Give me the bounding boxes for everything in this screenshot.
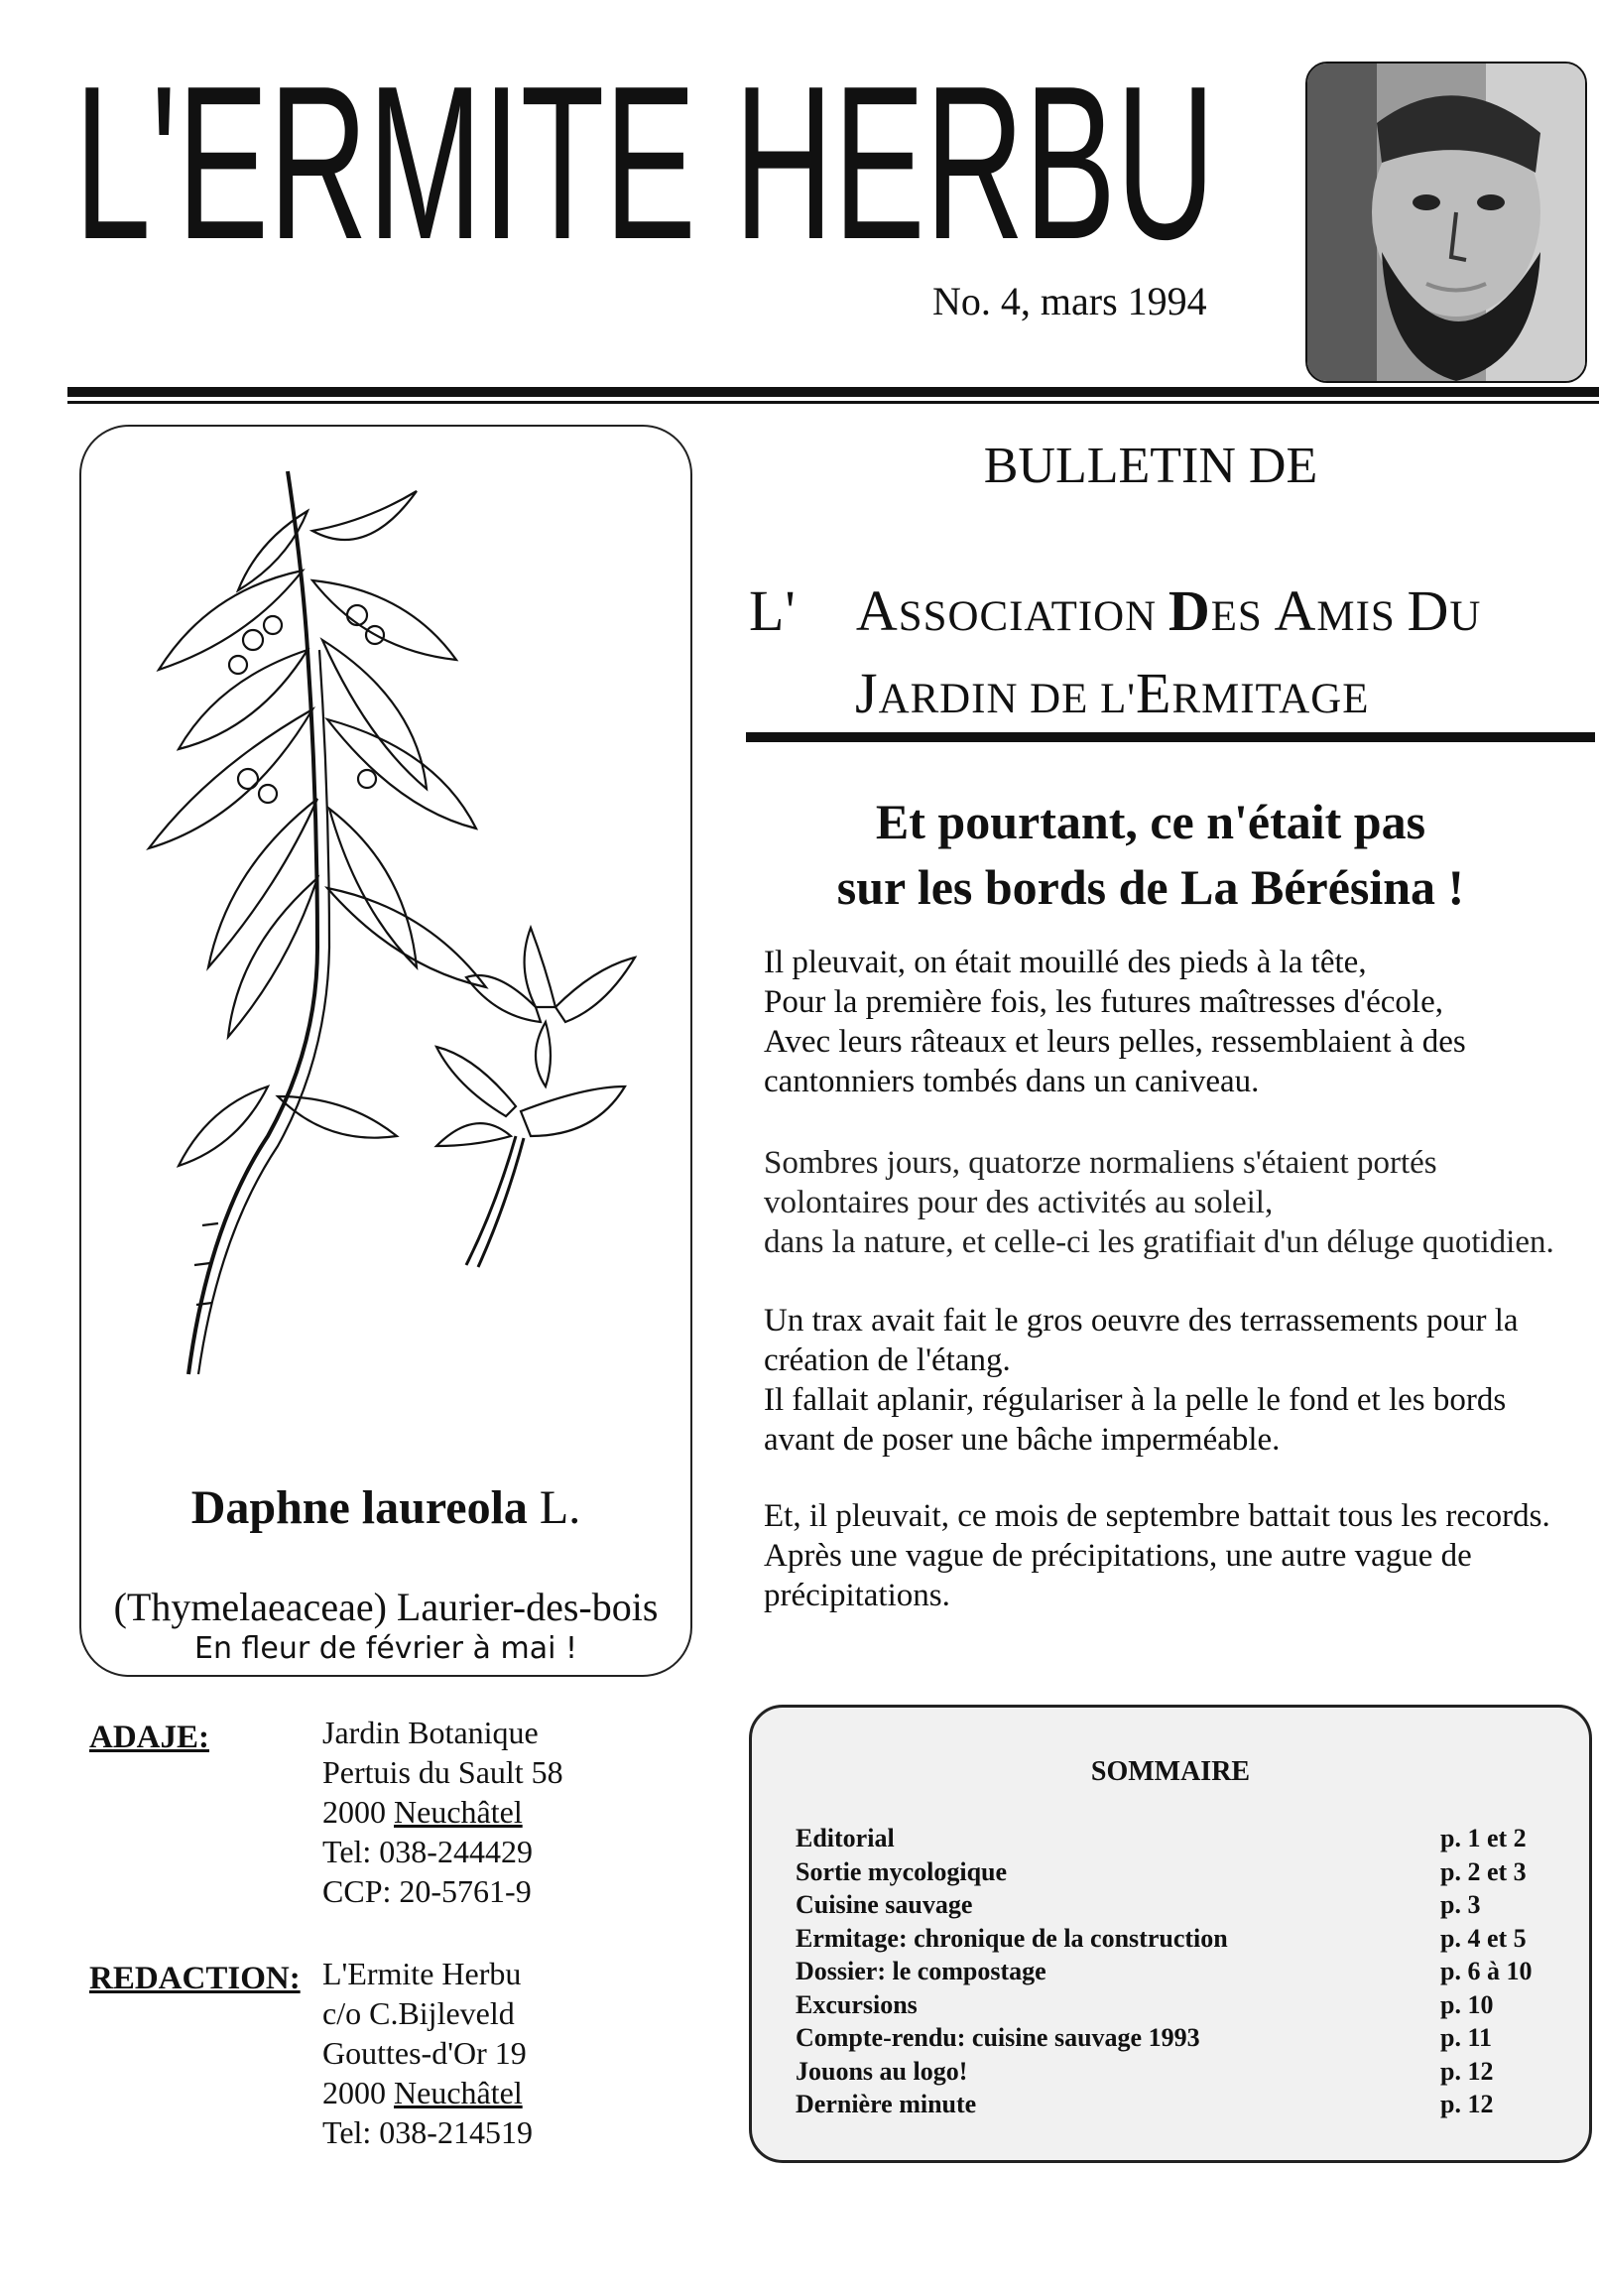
address-line: L'Ermite Herbu <box>322 1956 522 1991</box>
assoc-cap: A <box>855 578 899 643</box>
issue-number: No. 4, mars 1994 <box>932 279 1207 323</box>
toc-label: Cuisine sauvage <box>796 1890 973 1919</box>
adaje-address <box>322 1713 563 1911</box>
address-line: Jardin Botanique <box>322 1715 539 1750</box>
assoc-rest: MIS <box>1316 593 1408 640</box>
toc-page: p. 12 <box>1440 2056 1494 2086</box>
editor-portrait-photo <box>1305 62 1587 383</box>
address-line: Tel: 038-244429 <box>322 1834 533 1869</box>
masthead-title-text: L'ERMITE HERBU <box>74 40 1215 268</box>
masthead-rule <box>67 387 1599 397</box>
address-line: Pertuis du Sault 58 <box>322 1754 563 1790</box>
toc-item <box>796 2088 1549 2121</box>
portrait-illustration <box>1307 64 1585 381</box>
redaction-label: REDACTION: <box>89 1961 301 1996</box>
table-of-contents-title: SOMMAIRE <box>1090 1756 1251 1787</box>
address-line: CCP: 20-5761-9 <box>322 1873 532 1909</box>
toc-item <box>796 2055 1549 2089</box>
species-family: (Thymelaeaceae) Laurier-des-bois <box>113 1585 659 1629</box>
toc-item <box>796 1922 1549 1956</box>
toc-page: p. 12 <box>1440 2090 1494 2118</box>
address-line: c/o C.Bijleveld <box>322 1995 515 2031</box>
assoc-cap: D <box>1407 578 1450 643</box>
assoc-cap: J <box>855 661 879 725</box>
toc-page: p. 6 à 10 <box>1440 1957 1533 1985</box>
masthead-rule-thin <box>67 401 1599 404</box>
assoc-rest: RMITAGE <box>1171 676 1370 722</box>
adaje-label: ADAJE: <box>89 1720 209 1755</box>
article-paragraph: Un trax avait fait le gros oeuvre des terrassements pour la création de l'étang. Il fallait aplanir, régulariser à la pelle le fond et les bords avant de poser une bâche imperméable. <box>764 1303 1519 1458</box>
species-latin-name: Daphne laureola <box>190 1481 528 1534</box>
toc-page: p. 11 <box>1440 2023 1493 2052</box>
toc-label: Dossier: le compostage <box>796 1957 1046 1985</box>
toc-page: p. 1 et 2 <box>1440 1824 1527 1852</box>
toc-label: Excursions <box>796 1989 918 2019</box>
toc-page: p. 4 et 5 <box>1440 1923 1527 1953</box>
species-name <box>79 1480 692 1535</box>
assoc-cap: A <box>1274 578 1317 643</box>
toc-label: Editorial <box>796 1824 895 1852</box>
city: Neuchâtel <box>394 2075 523 2110</box>
heading-rule <box>746 732 1595 742</box>
toc-item <box>796 1955 1549 1988</box>
article-paragraph: Sombres jours, quatorze normaliens s'étaient portés volontaires pour des activités au soleil, dans la nature, et celle-ci les gratifiait d'un déluge quotidien. <box>764 1145 1554 1260</box>
table-of-contents-list <box>796 1822 1549 2121</box>
toc-page: p. 2 et 3 <box>1440 1856 1527 1886</box>
toc-item <box>796 2021 1549 2055</box>
toc-label: Dernière minute <box>796 2090 977 2118</box>
article-title <box>754 789 1547 920</box>
article-paragraph: Il pleuvait, on était mouillé des pieds à la tête, Pour la première fois, les futures maîtresses d'école, Avec leurs râteaux et leurs pelles, ressemblaient à des cantonniers tombés dans un caniveau. <box>764 945 1466 1099</box>
toc-page: p. 10 <box>1440 1989 1494 2019</box>
address-line: Tel: 038-214519 <box>322 2114 533 2150</box>
redaction-address <box>322 1954 533 2152</box>
toc-item <box>796 1988 1549 2022</box>
masthead-title <box>74 30 1294 268</box>
assoc-rest: U <box>1449 593 1482 640</box>
assoc-rest: ARDIN DE L' <box>878 676 1137 722</box>
toc-item <box>796 1888 1549 1922</box>
city: Neuchâtel <box>394 1794 523 1830</box>
article-title-line1: Et pourtant, ce n'était pas <box>875 794 1426 849</box>
postal-code: 2000 <box>322 2075 394 2110</box>
assoc-rest: SSOCIATION <box>898 593 1168 640</box>
toc-label: Sortie mycologique <box>796 1856 1008 1886</box>
article-paragraph: Et, il pleuvait, ce mois de septembre battait tous les records. Après une vague de précipitations, une autre vague de précipitations. <box>764 1498 1550 1613</box>
toc-item <box>796 1822 1549 1855</box>
bulletin-heading: BULLETIN DE <box>983 438 1318 494</box>
address-line <box>322 1792 563 1832</box>
toc-item <box>796 1855 1549 1889</box>
toc-label: Compte-rendu: cuisine sauvage 1993 <box>796 2023 1200 2052</box>
association-name-line2 <box>855 660 1369 726</box>
toc-label: Jouons au logo! <box>796 2056 968 2086</box>
address-line: Gouttes-d'Or 19 <box>322 2035 527 2071</box>
assoc-rest: ES <box>1210 593 1275 640</box>
assoc-cap: D <box>1168 578 1211 643</box>
assoc-cap: E <box>1136 661 1172 725</box>
postal-code: 2000 <box>322 1794 394 1830</box>
toc-label: Ermitage: chronique de la construction <box>796 1923 1228 1953</box>
association-name-line1 <box>749 577 1481 644</box>
assoc-prefix: L' <box>749 578 797 643</box>
article-title-line2: sur les bords de La Bérésina ! <box>836 859 1465 915</box>
daphne-illustration <box>119 451 655 1434</box>
species-flowering-period: En fleur de février à mai ! <box>194 1631 577 1666</box>
toc-page: p. 3 <box>1440 1890 1481 1919</box>
species-author: L. <box>539 1481 581 1534</box>
address-line <box>322 2073 533 2112</box>
